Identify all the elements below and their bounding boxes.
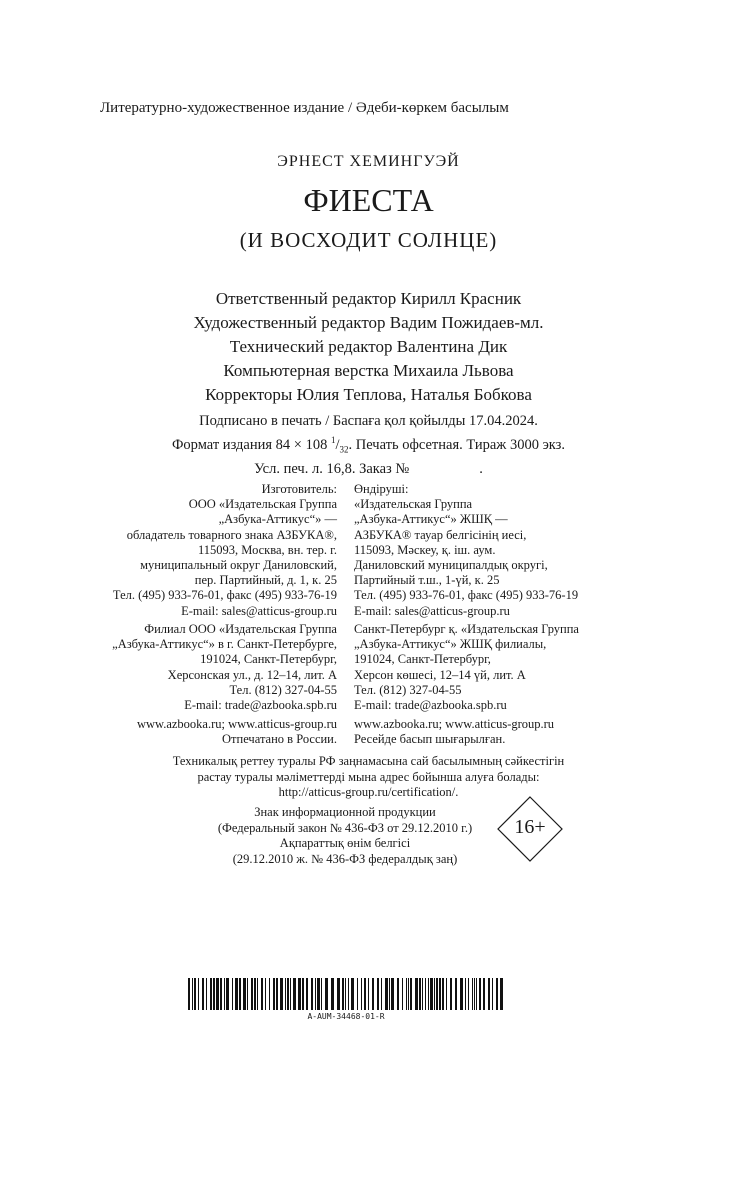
editorial-credits [0, 287, 737, 407]
credit-line: Компьютерная верстка Михаила Львова [223, 361, 514, 380]
credit-line: Художественный редактор Вадим Пожидаев-мл. [193, 313, 544, 332]
credit-line: Корректоры Юлия Теплова, Наталья Бобкова [205, 385, 532, 404]
manufacturer-ru: Изготовитель: ООО «Издательская Группа „Азбука-Аттикус“» — обладатель товарного знака АЗБУКА®, 115093, Москва, вн. тер. г. муниципальный округ Даниловский, пер. Партийный, д. 1, к. 25 Тел. (495) 933-76-01, факс (495) 933-76-19 E-mail: sales@atticus-group.ru [112, 482, 337, 618]
manufacturer-kz: Өндіруші: «Издательская Группа „Азбука-Аттикус“» ЖШҚ — АЗБУКА® тауар белгісінің иесі, 115093, Мәскеу, қ. іш. аум. Даниловский муниципалдық округі, Партийный т.ш., 1-үй, к. 25 Тел. (495) 933-76-01, факс (495) 933-76-19 E-mail: sales@atticus-group.ru [354, 482, 579, 618]
age-rating-badge [497, 796, 563, 862]
barcode-text: A-AUM-34468-01-R [307, 1012, 385, 1021]
signed-date: Подписано в печать / Баспаға қол қойылды 17.04.2024. [199, 413, 538, 429]
book-subtitle: (И ВОСХОДИТ СОЛНЦЕ) [239, 228, 498, 252]
edition-type: Литературно-художественное издание / Әдеби-көркем басылым [100, 100, 509, 116]
credit-line: Ответственный редактор Кирилл Красник [215, 289, 522, 308]
print-format: Формат издания 84 × 108 $^1/_{32}$. Печать офсетная. Тираж 3000 экз. [171, 435, 566, 455]
tech-regulation: Техникалық реттеу туралы РФ заңнамасына сай басылымның сәйкестігін растау туралы мәліметтерді мына адрес бойынша алуға болады: http://atticus-group.ru/certification/. [172, 754, 565, 799]
barcode-icon [188, 978, 504, 1010]
print-order: Усл. печ. л. 16,8. Заказ № . [254, 460, 483, 477]
age-rating-label: 16+ [514, 816, 546, 838]
web-ru: www.azbooka.ru; www.atticus-group.ru Отпечатано в России. [136, 717, 337, 747]
branch-kz: Санкт-Петербург қ. «Издательская Группа „Азбука-Аттикус“» ЖШҚ филиалы, 191024, Санкт-Петербург, Херсон көшесі, 12–14 үй, лит. А Тел. (812) 327-04-55 E-mail: trade@azbooka.spb.ru [354, 622, 579, 713]
book-title: ФИЕСТА [303, 182, 434, 218]
imprint-block [0, 412, 737, 479]
credit-line: Технический редактор Валентина Дик [229, 337, 508, 356]
web-kz: www.azbooka.ru; www.atticus-group.ru Ресейде басып шығарылған. [354, 717, 555, 747]
info-product-sign: Знак информационной продукции (Федеральный закон № 436-ФЗ от 29.12.2010 г.) Ақпараттық өнім белгісі (29.12.2010 ж. № 436-ФЗ федералдық заң) [217, 805, 473, 866]
branch-ru: Филиал ООО «Издательская Группа „Азбука-Аттикус“» в г. Санкт-Петербурге, 191024, Санкт-Петербург, Херсонская ул., д. 12–14, лит. А Тел. (812) 327-04-55 E-mail: trade@azbooka.spb.ru [112, 622, 337, 713]
author-name: ЭРНЕСТ ХЕМИНГУЭЙ [277, 153, 460, 170]
